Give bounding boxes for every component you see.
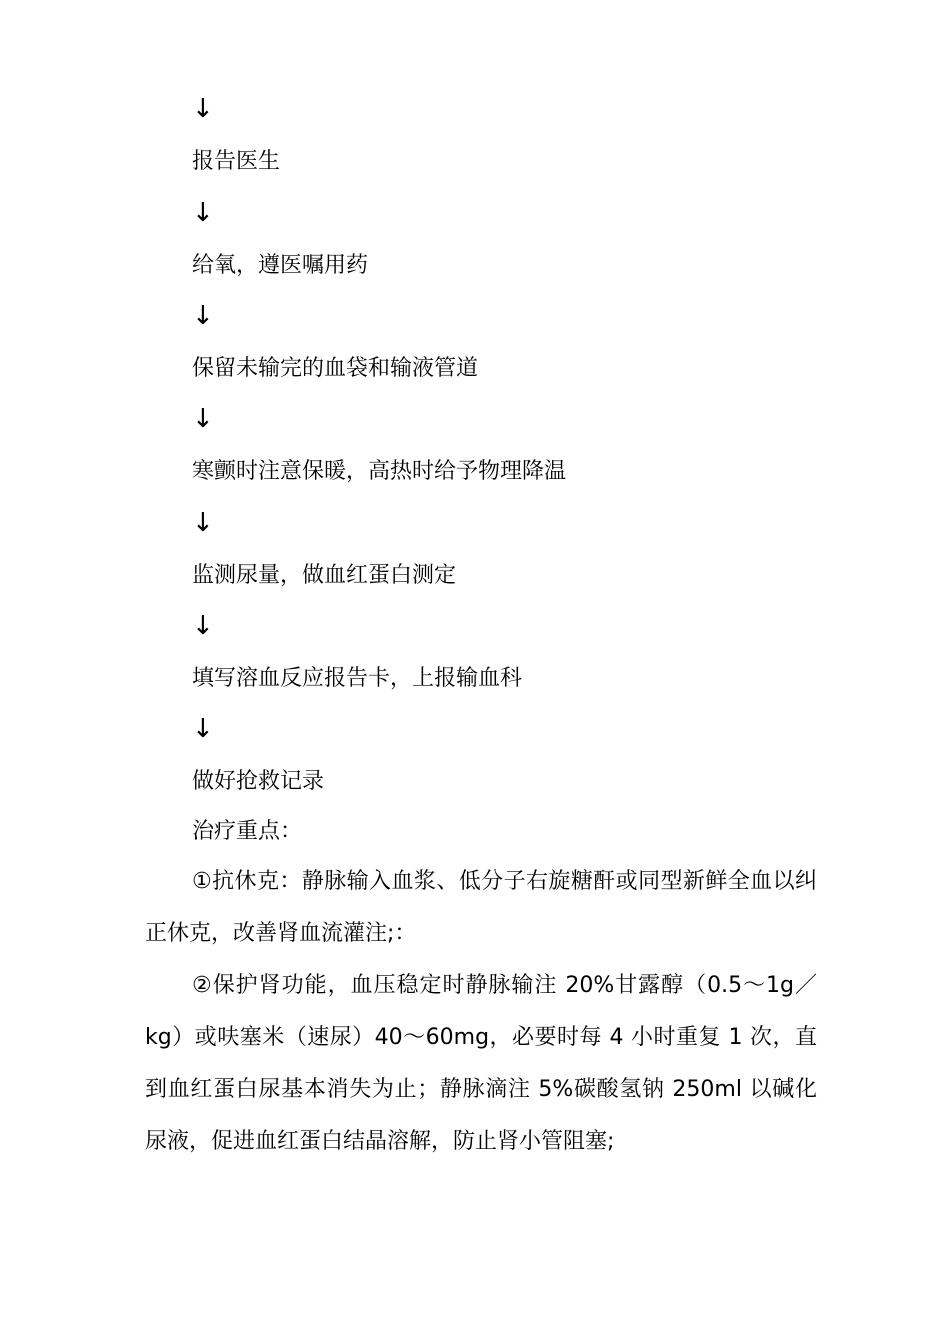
flow-step: 报告医生	[192, 149, 281, 174]
treatment-heading: 治疗重点：	[192, 819, 303, 844]
flow-arrow: ↓	[192, 611, 214, 641]
treatment-point-2: ②保护肾功能，血压稳定时静脉输注 20%甘露醇（0.5～1g／kg）或呋塞米（速尿）40～60mg，必要时每 4 小时重复 1 次，直到血红蛋白尿基本消失为止；静脉滴注 5%碳酸氢钠 250ml 以碱化尿液，促进血红蛋白结晶溶解，防止肾小管阻塞;	[145, 973, 817, 1154]
flow-arrow: ↓	[192, 714, 214, 744]
flow-step: 寒颤时注意保暖，高热时给予物理降温	[192, 459, 567, 484]
flow-step: 保留未输完的血袋和输液管道	[192, 356, 479, 381]
flow-step: 监测尿量，做血红蛋白测定	[192, 563, 457, 588]
treatment-point-1: ①抗休克：静脉输入血浆、低分子右旋糖酐或同型新鲜全血以纠正休克，改善肾血流灌注;：	[145, 869, 817, 946]
flow-arrow: ↓	[192, 404, 214, 434]
flow-arrow: ↓	[192, 94, 214, 124]
flow-step: 做好抢救记录	[192, 769, 325, 794]
flow-step: 填写溶血反应报告卡，上报输血科	[192, 666, 523, 691]
flow-arrow: ↓	[192, 508, 214, 538]
flow-step: 给氧，遵医嘱用药	[192, 253, 369, 278]
flow-arrow: ↓	[192, 198, 214, 228]
flow-arrow: ↓	[192, 301, 214, 331]
